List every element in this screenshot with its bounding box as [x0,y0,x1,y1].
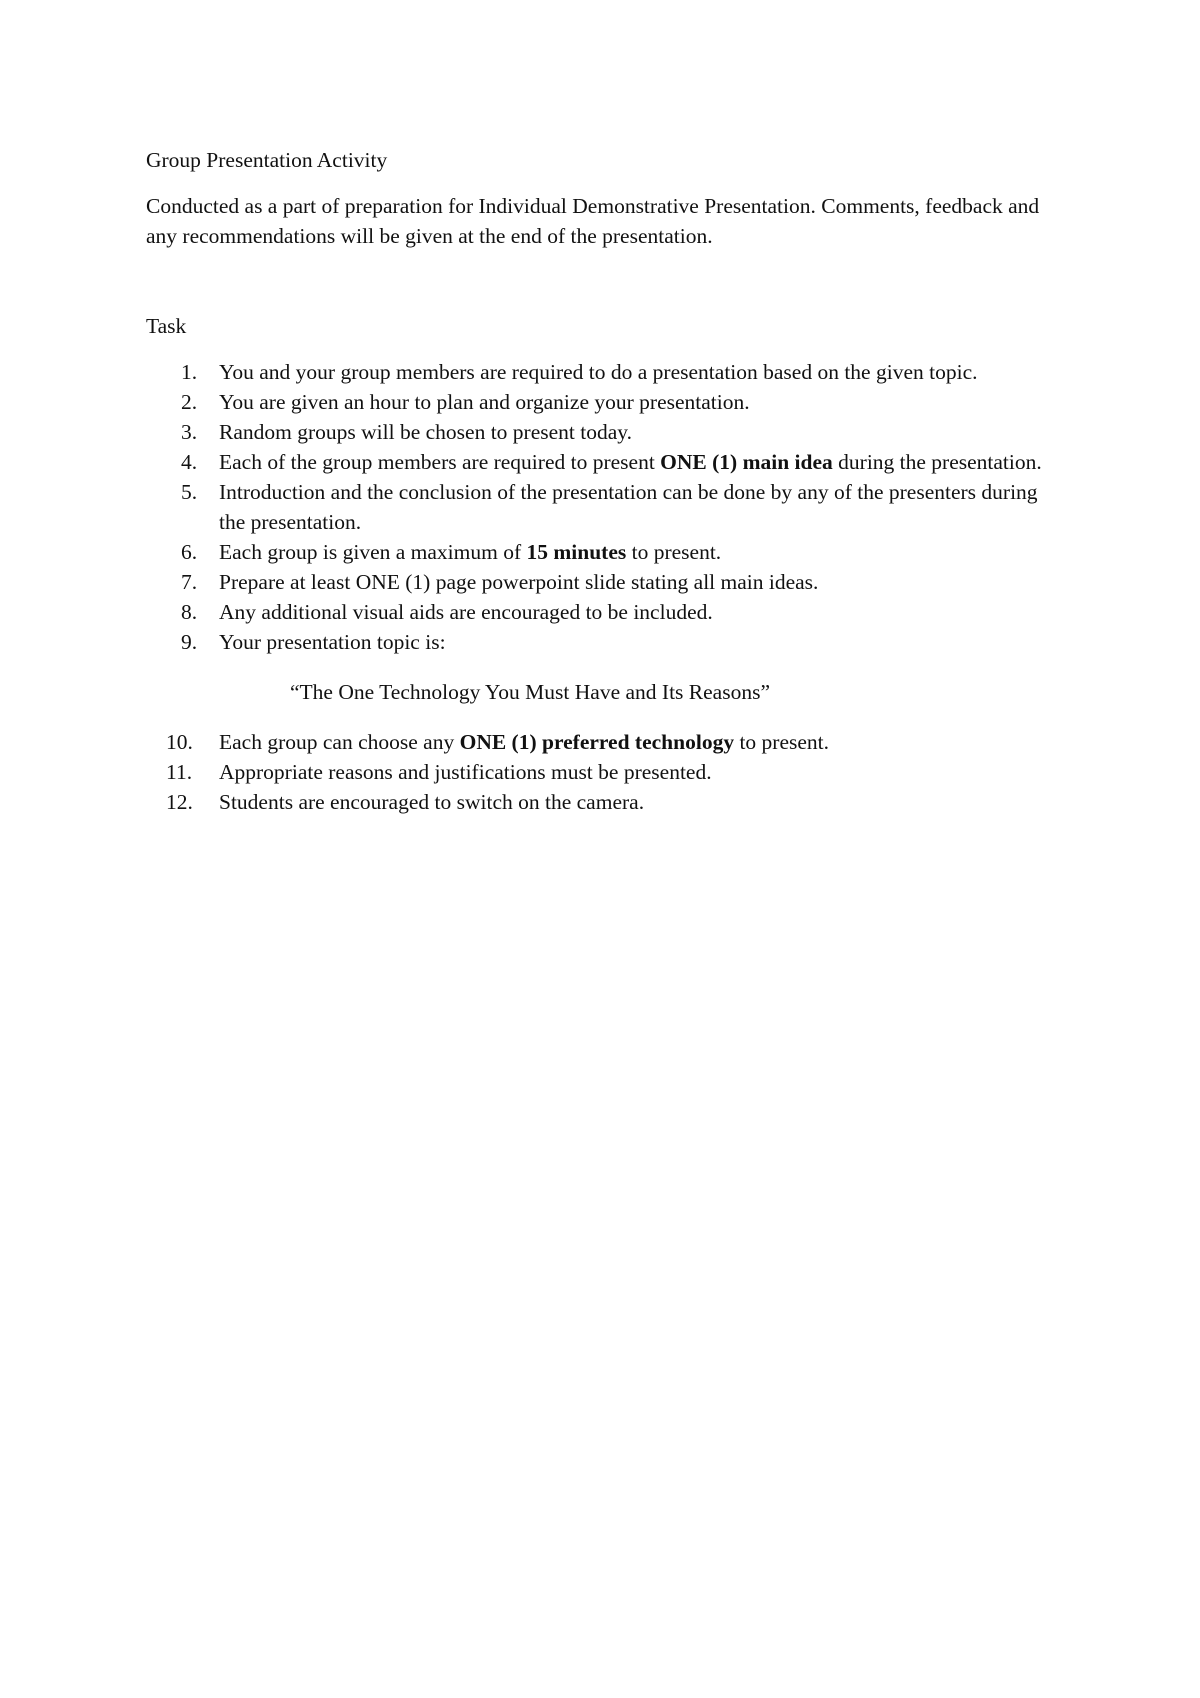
list-item-text: Appropriate reasons and justifications must be presented. [219,760,712,784]
intro-paragraph: Conducted as a part of preparation for Individual Demonstrative Presentation. Comments, feedback and any recommendations will be given at the end of the presentation. [146,194,1040,248]
list-item [146,757,1046,787]
list-item-number: 2. [181,390,198,414]
document-body [146,145,1046,817]
list-item [146,787,1046,817]
task-list [146,357,1046,657]
list-item-number: 3. [181,420,198,444]
list-item-text: Any additional visual aids are encouraged to be included. [219,600,713,624]
list-item-text: You are given an hour to plan and organize your presentation. [219,390,750,414]
list-item-number: 6. [181,540,198,564]
list-item-text-after: during the presentation. [832,450,1042,474]
list-item-number: 7. [181,570,198,594]
list-item [146,627,1046,657]
list-item-number: 9. [181,630,198,654]
list-item [146,537,1046,567]
list-item-text-after: to present. [734,730,830,754]
list-item-text: Prepare at least ONE (1) page powerpoint slide stating all main ideas. [219,570,819,594]
list-item-text-before: Each group is given a maximum of [219,540,527,564]
list-item [146,417,1046,447]
list-item-bold-text: 15 minutes [526,540,627,564]
list-item-bold-text: ONE (1) main idea [660,450,833,474]
list-item-text: Introduction and the conclusion of the presentation can be done by any of the presenters during the presentation. [219,480,1038,534]
list-item [146,597,1046,627]
list-item-text-before: Each group can choose any [219,730,460,754]
list-item-text: Students are encouraged to switch on the camera. [219,790,645,814]
list-item [146,447,1046,477]
list-item [146,357,1046,387]
list-item-text: Your presentation topic is: [219,630,446,654]
list-item-bold-text: ONE (1) preferred technology [459,730,735,754]
list-item-number: 11. [166,760,193,784]
list-item-number: 10. [166,730,193,754]
list-item [146,727,1046,757]
task-list-continued [146,727,1046,817]
list-item-number: 5. [181,480,198,504]
list-item [146,567,1046,597]
list-item [146,387,1046,417]
list-item-text: Random groups will be chosen to present today. [219,420,633,444]
list-item-number: 8. [181,600,198,624]
list-item-number: 1. [181,360,198,384]
list-item [146,477,1046,537]
list-item-text: You and your group members are required to do a presentation based on the given topic. [219,360,978,384]
task-heading: Task [146,314,187,338]
presentation-topic: “The One Technology You Must Have and Its Reasons” [290,680,770,704]
list-item-number: 12. [166,790,193,814]
list-item-number: 4. [181,450,198,474]
list-item-text-before: Each of the group members are required to present [219,450,661,474]
list-item-text-after: to present. [626,540,722,564]
document-title: Group Presentation Activity [146,148,388,172]
